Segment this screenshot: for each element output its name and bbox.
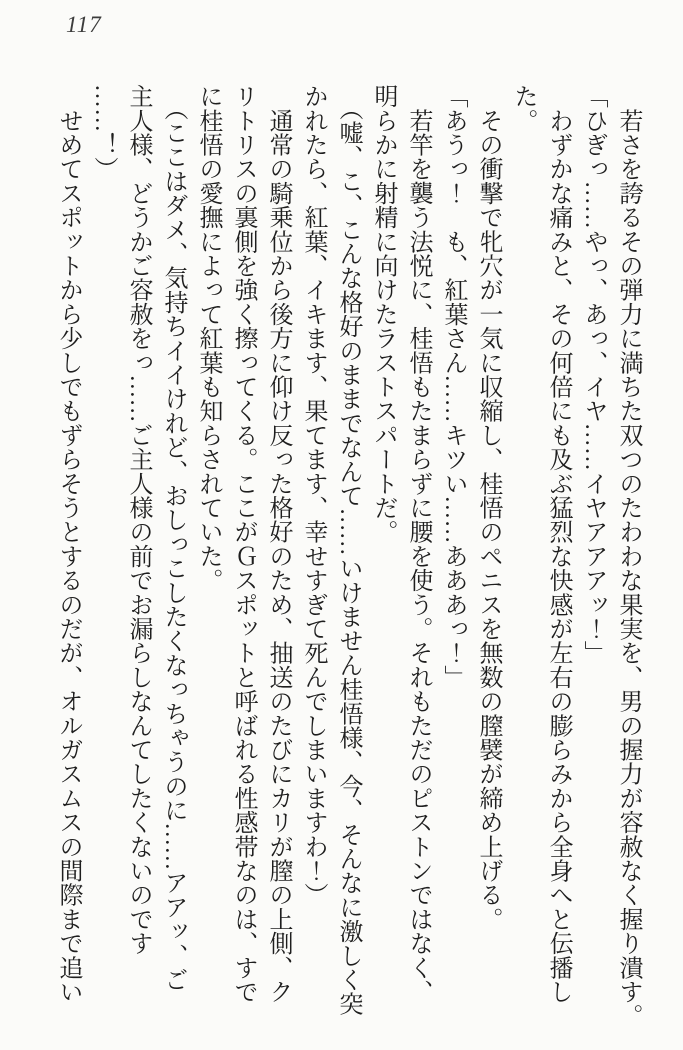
text-line-11: 通常の騎乗位から後方に仰け反った格好のため、抽送のたびにカリが膣の上側、ク [265, 84, 291, 1004]
text-line-3: わずかな痛みと、その何倍にも及ぶ猛烈な快感が左右の膨らみから全身へと伝播し [545, 84, 571, 1004]
text-line-15: 主人様、どうかご容赦をっ……ご主人様の前でお漏らしなんてしたくないのです [125, 84, 151, 956]
text-line-14: （ここはダメ、気持ちイイけれど、おしっこしたくなっちゃうのに……アアッ、ご [160, 84, 186, 992]
page-number: 117 [66, 12, 102, 37]
text-line-2: 「ひぎっ……やっ、あっ、イヤ……イヤアアアッ！」 [580, 84, 606, 665]
text-line-12: リトリスの裏側を強く擦ってくる。ここがＧスポットと呼ばれる性感帯なのは、すで [230, 84, 256, 1004]
text-line-7: 若竿を襲う法悦に、桂悟もたまらずに腰を使う。それもただのピストンではなく、 [405, 84, 431, 1004]
text-line-16: ……！） [90, 84, 116, 181]
text-line-1: 若さを誇るその弾力に満ちた双つのたわわな果実を、男の握力が容赦なく握り潰す。 [615, 84, 641, 1028]
text-line-5: その衝撃で牝穴が一気に収縮し、桂悟のペニスを無数の膣襞が締め上げる。 [475, 84, 501, 931]
text-line-9: （嘘、こ、こんな格好のままでなんて……いけません桂悟様、今、そんなに激しく突 [335, 84, 361, 1016]
text-line-13: に桂悟の愛撫によって紅葉も知らされていた。 [195, 84, 221, 593]
text-line-6: 「あうっ！ も、紅葉さん……キツい……あああっ！」 [440, 84, 466, 689]
text-line-10: かれたら、紅葉、イキます、果てます、幸せすぎて死んでしまいますわ！） [300, 84, 326, 907]
text-line-8: 明らかに射精に向けたラストスパートだ。 [370, 84, 396, 544]
body-text [50, 84, 645, 1032]
text-line-17: せめてスポットから少しでもずらそうとするのだが、オルガスムスの間際まで追い [55, 84, 81, 1004]
text-line-4: た。 [510, 84, 536, 133]
